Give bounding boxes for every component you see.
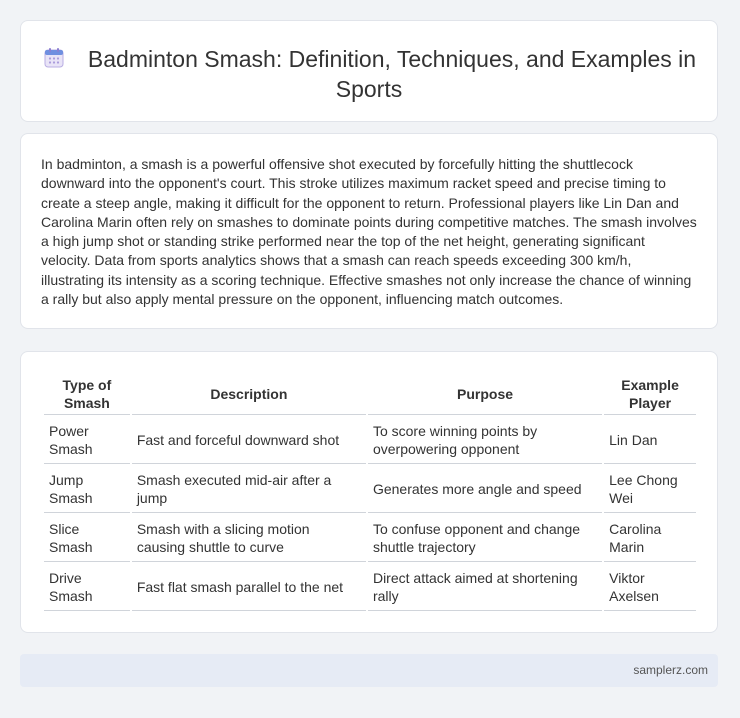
cell-type: Jump Smash [44,466,130,513]
cell-description: Fast and forceful downward shot [132,417,366,464]
cell-purpose: To confuse opponent and change shuttle trajectory [368,515,602,562]
cell-type: Drive Smash [44,564,130,611]
description-card [20,133,718,329]
page-title: Badminton Smash: Definition, Techniques, and Examples in Sports [87,46,697,102]
title-card [20,20,718,122]
cell-description: Fast flat smash parallel to the net [132,564,366,611]
header-example-player: Example Player [604,374,696,415]
table-row [44,466,696,513]
table-row [44,417,696,464]
cell-player: Viktor Axelsen [604,564,696,611]
cell-description: Smash with a slicing motion causing shuttle to curve [132,515,366,562]
cell-purpose: Generates more angle and speed [368,466,602,513]
table-row [44,564,696,611]
cell-purpose: To score winning points by overpowering opponent [368,417,602,464]
footer [20,654,718,687]
cell-type: Power Smash [44,417,130,464]
table-header-row [44,374,696,415]
smash-table [42,372,698,613]
cell-type: Slice Smash [44,515,130,562]
header-purpose: Purpose [368,374,602,415]
cell-player: Carolina Marin [604,515,696,562]
title-wrap [21,44,717,104]
cell-player: Lee Chong Wei [604,466,696,513]
header-type: Type of Smash [44,374,130,415]
table-row [44,515,696,562]
footer-site-link[interactable]: samplerz.com [633,663,708,677]
description-text: In badminton, a smash is a powerful offensive shot executed by forcefully hitting the shuttlecock downward into the opponent's court. This stroke utilizes maximum racket speed and precise timing to create a steep angle, making it difficult for the opponent to return. Professional players like Lin Dan and Carolina Marin often rely on smashes to dominate points during competitive matches. The smash involves a high jump shot or standing strike performed near the top of the net height, generating significant velocity. Data from sports analytics shows that a smash can reach speeds exceeding 300 km/h, illustrating its intensity as a scoring technique. Effective smashes not only increase the chance of winning a rally but also apply mental pressure on the opponent, influencing match outcomes. [41,156,697,308]
calendar-icon [42,46,66,70]
cell-player: Lin Dan [604,417,696,464]
table-card [20,351,718,633]
cell-purpose: Direct attack aimed at shortening rally [368,564,602,611]
cell-description: Smash executed mid-air after a jump [132,466,366,513]
header-description: Description [132,374,366,415]
